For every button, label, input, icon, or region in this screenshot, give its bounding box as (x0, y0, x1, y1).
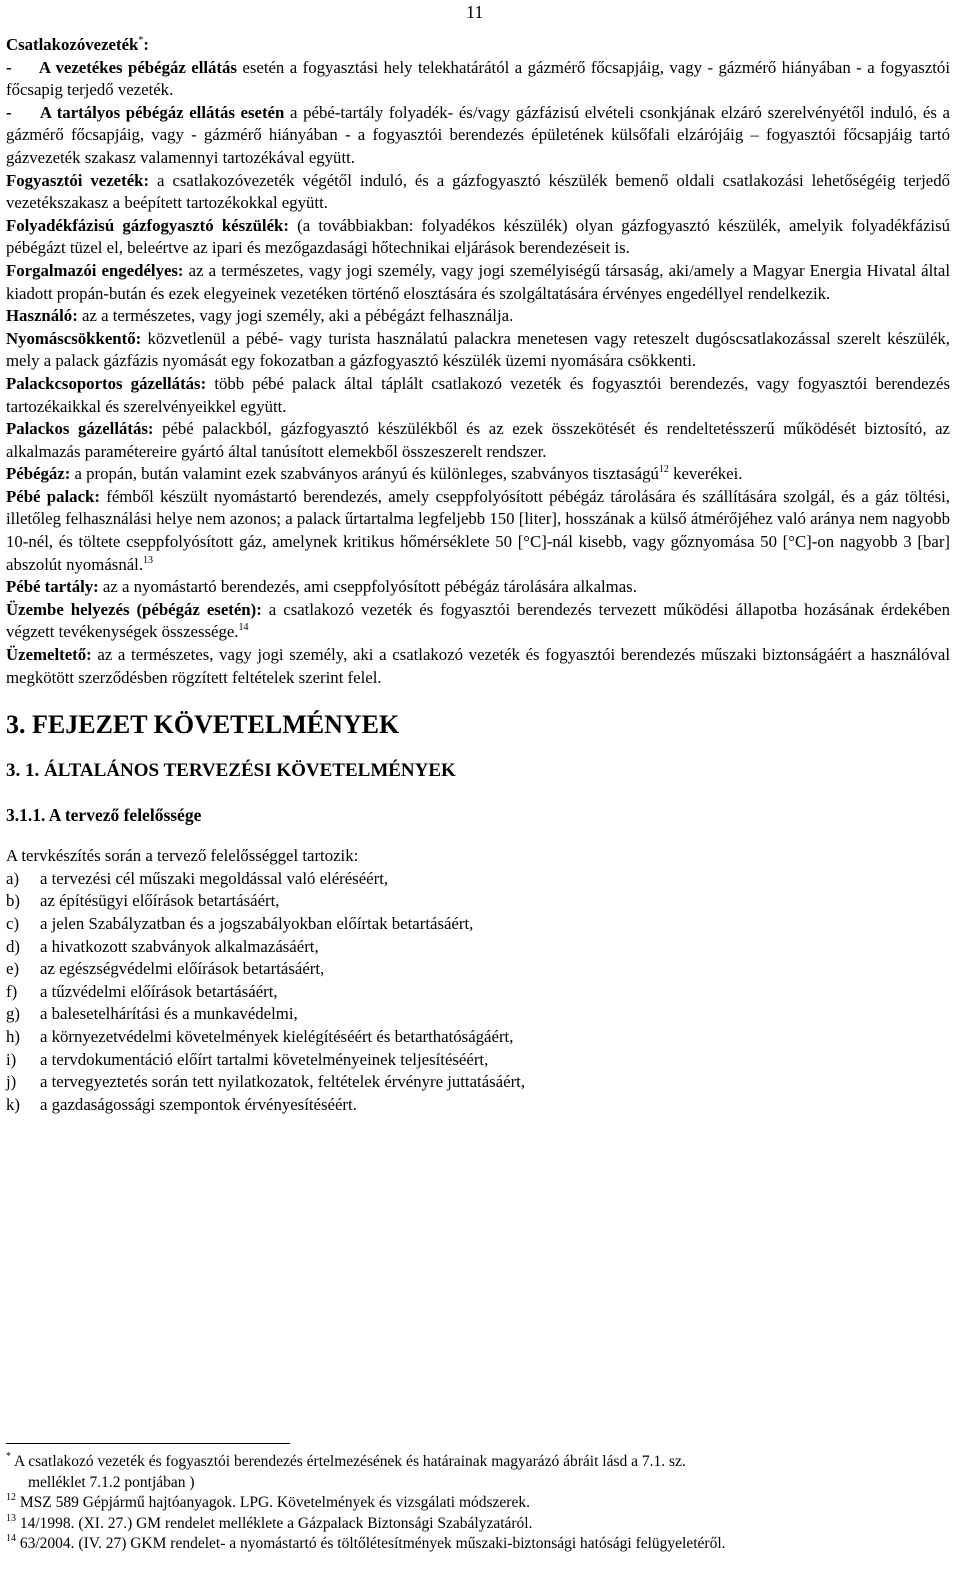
list-label: a) (6, 868, 20, 888)
definition-term: Pébé tartály: (6, 577, 99, 597)
list-label: d) (6, 936, 20, 956)
definition-pebegaz (6, 463, 950, 486)
list-label: h) (6, 1026, 20, 1046)
list-label: f) (6, 981, 18, 1001)
definition-term: Csatlakozóvezeték (6, 35, 139, 54)
section-heading: 3. 1. ÁLTALÁNOS TERVEZÉSI KÖVETELMÉNYEK (6, 760, 456, 782)
definition-term: Nyomáscsökkentő: (6, 328, 142, 348)
definition-text: fémből készült nyomástartó berendezés, amely cseppfolyósított pébégáz tárolására és szállítására szolgál, és a gáz töltési, illetőleg felhasználási helye nem azonos; a palack űrtartalma legfeljebb 150 [liter], hosszának a külső átmérőjéhez való aránya nem nagyobb 10-nél, és töltete cseppfolyósított gáz, amelynek kritikus hőmérséklete 50 [°C]-nál kisebb, vagy gőznyomása 50 [°C]-on nagyobb 3 [bar] abszolút nyomásnál. (6, 486, 950, 574)
definition-term: Üzemeltető: (6, 645, 92, 665)
definition-uzembe-helyezes (6, 599, 950, 644)
list-text: a gazdaságossági szempontok érvényesítéséért. (40, 1094, 357, 1114)
footnote (6, 1514, 936, 1535)
definition-text: az a természetes, vagy jogi személy, aki a pébégázt felhasználja. (77, 306, 514, 326)
definition-text: az a természetes, vagy jogi személy, vagy jogi személyiségű társaság, aki/amely a Magyar Energia Hivatal által kiadott propán-bután és ezek elegyeinek vezetéken történő elosztására és szolgáltatására érvényes engedéllyel rendelkezik. (6, 260, 951, 303)
list-text: a balesetelhárítási és a munkavédelmi, (40, 1004, 298, 1024)
list-label: j) (6, 1072, 17, 1092)
list-text: a környezetvédelmi követelmények kielégítéséért és betarthatóságáért, (40, 1026, 514, 1046)
definition-term: Pébégáz: (6, 464, 71, 484)
list-label: c) (6, 914, 20, 933)
list-text: a jelen Szabályzatban és a jogszabályokban előírtak betartásáért, (40, 914, 474, 933)
definition-hasznalo (6, 305, 950, 328)
footnote-text: MSZ 589 Gépjármű hajtóanyagok. LPG. Követelmények és vizsgálati módszerek. (16, 1494, 530, 1511)
bullet: - (6, 57, 12, 77)
footnote-separator (6, 1443, 290, 1444)
list-label: e) (6, 959, 20, 979)
definition-term: Üzembe helyezés (pébégáz esetén): (6, 599, 262, 619)
list-label: b) (6, 891, 20, 911)
list-text: a tervdokumentáció előírt tartalmi követelményeinek teljesítéséért, (40, 1049, 489, 1069)
definition-text: esetén a fogyasztási hely telekhatárától a gázmérő főcsapjáig, vagy - gázmérő hiányában - a fogyasztói főcsapig terjedő vezeték. (6, 57, 950, 100)
list-text: a tervezési cél műszaki megoldással való eléréséért, (40, 868, 389, 888)
footnote (6, 1493, 936, 1514)
footnote-ref: 14 (238, 622, 249, 634)
definition-text: pébé palackból, gázfogyasztó készülékből és az ezek összekötését és rendeltetésszerű működését biztosító, az alkalmazás paramétereire gyártó által tanúsított elemekből összeszerelt rendszer. (6, 419, 951, 461)
definition-text: az a nyomástartó berendezés, ami cseppfolyósított pébégáz tárolására alkalmas. (98, 577, 637, 597)
list-label: i) (6, 1049, 17, 1069)
definition-text: a csatlakozó vezeték és fogyasztói berendezés tervezett működési állapotba hozásának érdekében végzett tevékenységek összessége. (6, 599, 950, 642)
list-item (6, 890, 950, 913)
subsection-heading: 3.1.1. A tervező felelőssége (6, 805, 202, 826)
footnote-text: 63/2004. (IV. 27) GKM rendelet- a nyomástartó és töltőlétesítmények műszaki-biztonsági hatósági felügyeletéről. (16, 1535, 726, 1552)
definition-text: a pébé-tartály folyadék- és/vagy gázfázisú elvételi csonkjának elzáró szerelvényétől induló, és a gázmérő főcsapjáig, vagy - gázmérő hiányában - a fogyasztói berendezés épületének külsőfali elzárójáig – fogyasztói főcsapjáig tartó gázvezeték szakasz valamennyi tartozékával együtt. (6, 102, 950, 167)
footnote-mark: 13 (6, 1512, 16, 1524)
list-item (6, 913, 950, 936)
definition-forgalmazoi (6, 260, 950, 305)
definition-palackcsoportos (6, 373, 950, 418)
definition-pebe-palack (6, 486, 950, 576)
definition-term: Pébé palack: (6, 486, 100, 506)
definition-text-end: keverékei. (668, 464, 743, 484)
definition-term: Használó: (6, 306, 78, 326)
page-number: 11 (466, 2, 484, 22)
definition-text: az a természetes, vagy jogi személy, aki a csatlakozó vezeték és fogyasztói berendezés műszaki biztonságáért a használóval megkötött szerződésben rögzített feltételek szerint felel. (6, 645, 950, 687)
list-text: az építésügyi előírások betartásáért, (40, 891, 280, 911)
list-item (6, 981, 950, 1004)
footnote-ref: 12 (658, 464, 669, 476)
list-text: a tűzvédelmi előírások betartásáért, (40, 981, 278, 1001)
definition-term: Folyadékfázisú gázfogyasztó készülék: (6, 215, 289, 235)
footnote-text: A csatlakozó vezeték és fogyasztói berendezés értelmezésének és határainak magyarázó ábráit lásd a 7.1. sz. (11, 1453, 686, 1470)
list-label: k) (6, 1094, 20, 1114)
chapter-heading: 3. FEJEZET KÖVETELMÉNYEK (6, 710, 400, 740)
bullet: - (6, 102, 12, 122)
list-item (6, 958, 950, 981)
definition-text: a csatlakozóvezeték végétől induló, és a gázfogyasztó készülék bemenő oldali csatlakozási lehetőségéig terjedő vezetékszakasz a beépített tartozékokkal együtt. (6, 170, 951, 213)
footnote-text: 14/1998. (XI. 27.) GM rendelet melléklete a Gázpalack Biztonsági Szabályzatáról. (16, 1514, 533, 1532)
footnote (6, 1452, 936, 1473)
list-text: a hivatkozott szabványok alkalmazásáért, (40, 936, 319, 956)
definition-vezetekes (6, 57, 950, 102)
list-item (6, 1071, 950, 1094)
definition-csatlakozovezetek (6, 34, 950, 57)
list-intro: A tervkészítés során a tervező felelősséggel tartozik: (6, 846, 359, 866)
footnote-ref: * (138, 35, 144, 46)
list-item (6, 1049, 950, 1072)
responsibility-list (6, 868, 950, 1117)
definition-pebe-tartaly (6, 576, 950, 599)
definition-nyomascsokkento (6, 328, 950, 373)
definition-term: A tartályos pébégáz ellátás esetén (39, 102, 285, 122)
definition-folyadekfazisu (6, 215, 950, 260)
footnote-mark: * (6, 1451, 11, 1462)
footnote-ref: 13 (143, 554, 154, 566)
page-body (6, 34, 950, 1116)
footnotes (6, 1452, 936, 1555)
definition-term: Palackos gázellátás: (6, 419, 154, 439)
list-item (6, 1026, 950, 1049)
definition-text: a propán, bután valamint ezek szabványos arányú és különleges, szabványos tisztaságú (70, 464, 659, 484)
list-item (6, 936, 950, 959)
definition-text: közvetlenül a pébé- vagy turista használatú palackra menetesen vagy reteszelt dugóscsatlakozással szerelt készülék, mely a palack gázfázis nyomását egy fokozatban a gázfogyasztó készülék üzemi nyomására csökkenti. (6, 328, 950, 371)
footnote-mark: 14 (6, 1533, 16, 1544)
definition-term: Palackcsoportos gázellátás: (6, 373, 207, 393)
definition-colon: : (143, 35, 149, 54)
list-text: a tervegyeztetés során tett nyilatkozatok, feltételek érvényre juttatásáért, (40, 1072, 526, 1092)
footnote (6, 1534, 936, 1555)
list-label: g) (6, 1004, 20, 1024)
footnote-mark: 12 (6, 1492, 16, 1503)
footnote-continuation: melléklet 7.1.2 pontjában ) (28, 1473, 195, 1491)
definition-fogyasztoi-vezetek (6, 170, 950, 215)
definition-term: Fogyasztói vezeték: (6, 170, 150, 190)
definition-text: (a továbbiakban: folyadékos készülék) olyan gázfogyasztó készülék, amelyik folyadékfázisú pébégázt tüzel el, beleértve az ipari és mezőgazdasági hőtechnikai eljárások berendezéseit is. (6, 215, 950, 258)
definition-term: A vezetékes pébégáz ellátás (38, 57, 237, 77)
list-item (6, 1003, 950, 1026)
definition-text: több pébé palack által táplált csatlakozó vezeték és fogyasztói berendezés, vagy fogyasztói berendezés tartozékaikkal és szerelvényeikkel együtt. (6, 373, 950, 416)
list-item (6, 868, 950, 891)
list-text: az egészségvédelmi előírások betartásáért, (40, 959, 325, 979)
definition-tartalyos (6, 102, 950, 170)
list-item (6, 1094, 950, 1117)
definition-palackos (6, 418, 950, 463)
definition-term: Forgalmazói engedélyes: (6, 260, 184, 280)
definition-uzemelteto (6, 644, 950, 689)
